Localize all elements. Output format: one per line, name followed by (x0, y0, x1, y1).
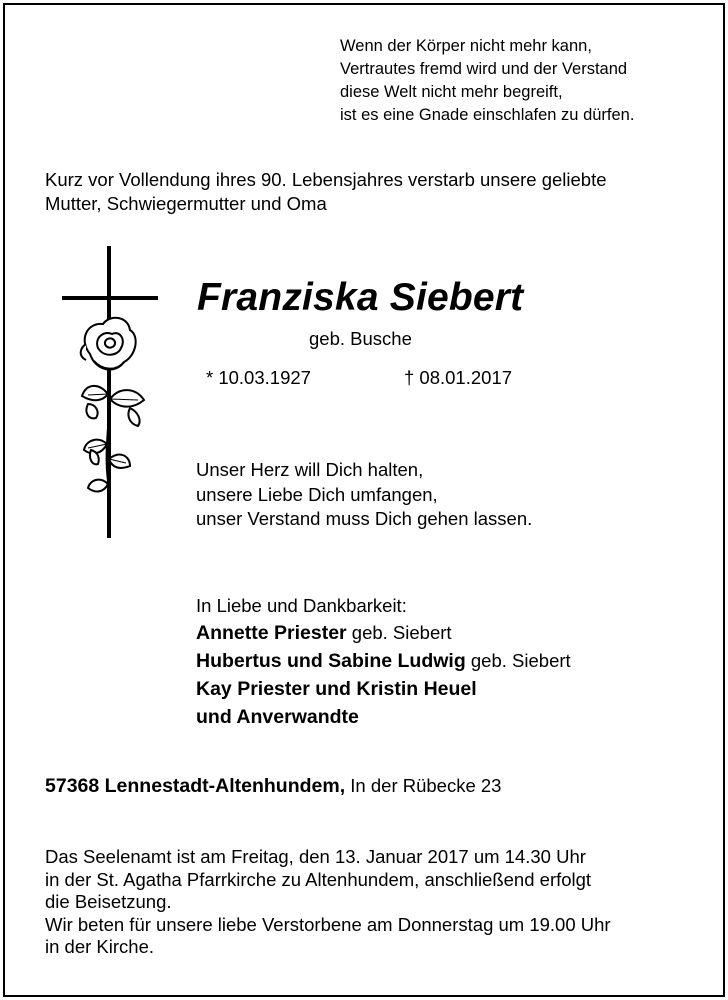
service-line: in der St. Agatha Pfarrkirche zu Altenhundem, anschließend erfolgt (45, 868, 592, 890)
mourner-name: Annette Priester (196, 622, 347, 644)
address-street: In der Rübecke 23 (345, 775, 502, 796)
poem-line: Wenn der Körper nicht mehr kann, (340, 37, 592, 55)
death-date: † 08.01.2017 (404, 367, 513, 388)
mourner-name: Kay Priester und Kristin Heuel (196, 678, 477, 700)
mourner-line (196, 703, 571, 731)
mourner-line (196, 619, 571, 647)
poem-line: unsere Liebe Dich umfangen, (196, 483, 438, 505)
mourner-suffix: geb. Siebert (465, 650, 571, 671)
announcement-text (45, 168, 607, 216)
mourner-name: Hubertus und Sabine Ludwig (196, 650, 466, 672)
poem-line: ist es eine Gnade einschlafen zu dürfen. (340, 106, 635, 124)
cross-with-rose-icon (58, 244, 168, 544)
poem-line: Vertrautes fremd wird und der Verstand (340, 60, 628, 78)
family-address (45, 775, 501, 798)
service-details (45, 846, 611, 959)
service-line: in der Kirche. (45, 936, 154, 957)
mourner-suffix: geb. Siebert (346, 622, 452, 643)
poem-line: diese Welt nicht mehr begreift, (340, 83, 563, 101)
poem-line: unser Verstand muss Dich gehen lassen. (196, 508, 533, 529)
service-line: die Beisetzung. (45, 891, 172, 912)
birth-date: * 10.03.1927 (206, 367, 311, 388)
opening-poem (340, 35, 634, 127)
mourner-line (196, 647, 571, 675)
closing-poem (196, 458, 532, 532)
address-city: 57368 Lennestadt-Altenhundem, (45, 775, 346, 797)
mourner-name: und Anverwandte (196, 706, 359, 728)
poem-line: Unser Herz will Dich halten, (196, 459, 424, 480)
announcement-line: Kurz vor Vollendung ihres 90. Lebensjahres verstarb unsere geliebte (45, 169, 607, 190)
service-line: Das Seelenamt ist am Freitag, den 13. Januar 2017 um 14.30 Uhr (45, 846, 586, 867)
mourners-list (196, 592, 571, 731)
service-line: Wir beten für unsere liebe Verstorbene am Donnerstag um 19.00 Uhr (45, 913, 611, 935)
announcement-line: Mutter, Schwiegermutter und Oma (45, 193, 327, 214)
mourners-intro: In Liebe und Dankbarkeit: (196, 595, 407, 616)
deceased-name: Franziska Siebert (197, 276, 524, 319)
mourner-line (196, 675, 571, 703)
maiden-name: geb. Busche (309, 328, 412, 349)
